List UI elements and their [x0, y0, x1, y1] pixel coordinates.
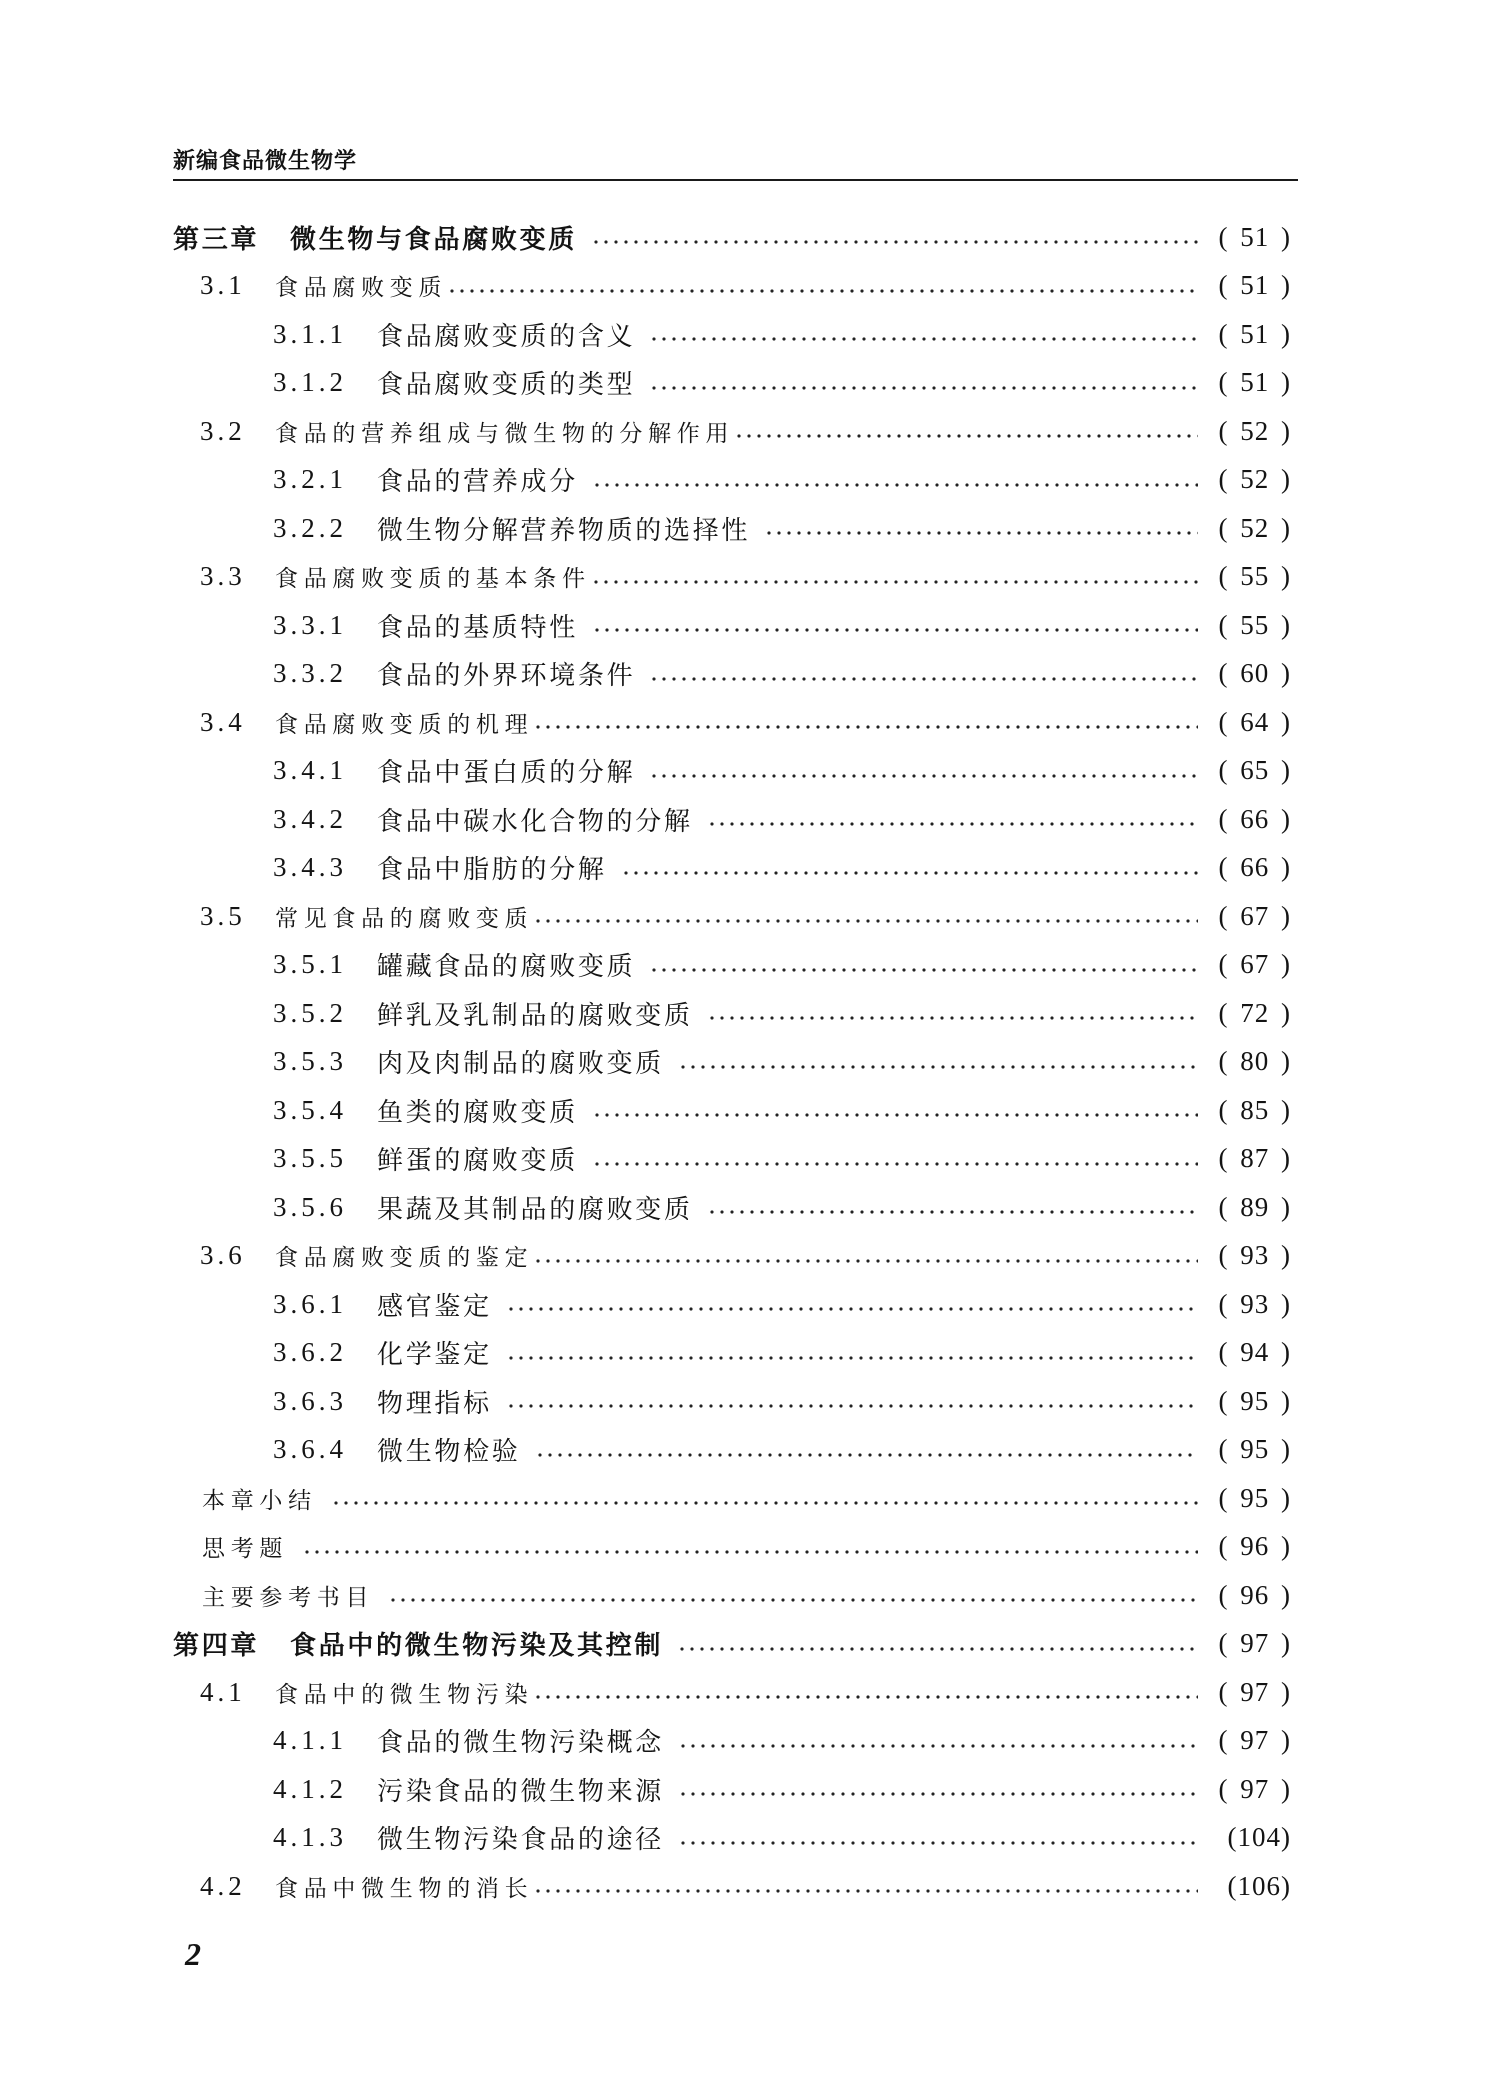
- entry-number: 3.5.5: [273, 1143, 347, 1174]
- entry-page-ref: ( 95 ): [1218, 1434, 1291, 1465]
- entry-page-ref: ( 52 ): [1218, 415, 1291, 446]
- entry-title: 食品腐败变质的类型: [377, 370, 636, 401]
- entry-title: 食品中微生物的消长: [275, 1875, 534, 1902]
- dot-leader: [678, 1814, 1198, 1863]
- entry-number: 3.5.6: [273, 1191, 347, 1222]
- toc-subsection-entry: [173, 941, 1291, 990]
- entry-page-ref: ( 72 ): [1218, 997, 1291, 1028]
- entry-title: 本章小结: [202, 1487, 317, 1514]
- entry-page-ref: ( 97 ): [1218, 1676, 1291, 1707]
- entry-page-ref: ( 55 ): [1218, 561, 1291, 592]
- entry-number: 3.3.1: [273, 609, 347, 640]
- dot-leader: [388, 1571, 1198, 1620]
- dot-leader: [331, 1474, 1198, 1523]
- dot-leader: [506, 1377, 1198, 1426]
- entry-title: 果蔬及其制品的腐败变质: [377, 1194, 693, 1225]
- dot-leader: [649, 650, 1198, 699]
- dot-leader: [592, 1086, 1198, 1135]
- entry-title: 食品中的微生物污染: [275, 1681, 534, 1708]
- entry-number: 3.4.3: [273, 852, 347, 883]
- dot-leader: [535, 1426, 1198, 1475]
- entry-number: 3.5.3: [273, 1046, 347, 1077]
- toc-subsection-entry: [173, 1280, 1291, 1329]
- entry-page-ref: ( 66 ): [1218, 852, 1291, 883]
- entry-number: 3.4: [200, 706, 246, 737]
- entry-number: 3.6.3: [273, 1385, 347, 1416]
- entry-page-ref: ( 97 ): [1218, 1773, 1291, 1804]
- entry-page-ref: ( 95 ): [1218, 1482, 1291, 1513]
- entry-title: 罐藏食品的腐败变质: [377, 952, 636, 983]
- entry-number: 3.1.1: [273, 318, 347, 349]
- dot-leader: [678, 1717, 1198, 1766]
- entry-page-ref: (106): [1227, 1870, 1291, 1901]
- entry-page-ref: ( 64 ): [1218, 706, 1291, 737]
- dot-leader: [677, 1620, 1198, 1669]
- dot-leader: [707, 1183, 1198, 1232]
- entry-title: 常见食品的腐败变质: [275, 905, 534, 932]
- entry-page-ref: ( 93 ): [1218, 1240, 1291, 1271]
- dot-leader: [764, 504, 1198, 553]
- entry-number: 3.1.2: [273, 367, 347, 398]
- toc-section-entry: [173, 698, 1291, 747]
- entry-number: 3.3.2: [273, 658, 347, 689]
- toc-back-matter-entry: [173, 1523, 1291, 1572]
- toc-subsection-entry: [173, 1183, 1291, 1232]
- toc-chapter-entry: [173, 213, 1291, 262]
- entry-page-ref: ( 94 ): [1218, 1337, 1291, 1368]
- entry-title: 鲜乳及乳制品的腐败变质: [377, 1000, 693, 1031]
- dot-leader: [678, 1765, 1198, 1814]
- entry-title: 微生物检验: [377, 1437, 521, 1468]
- entry-title: 物理指标: [377, 1388, 492, 1419]
- dot-leader: [592, 456, 1198, 505]
- toc-section-entry: [173, 1862, 1291, 1911]
- toc-subsection-entry: [173, 504, 1291, 553]
- dot-leader: [592, 601, 1198, 650]
- toc-subsection-entry: [173, 1329, 1291, 1378]
- dot-leader: [533, 1668, 1198, 1717]
- dot-leader: [533, 1862, 1198, 1911]
- entry-number: 3.5.2: [273, 997, 347, 1028]
- entry-page-ref: ( 96 ): [1218, 1579, 1291, 1610]
- entry-page-ref: ( 85 ): [1218, 1094, 1291, 1125]
- entry-title: 思考题: [202, 1536, 289, 1563]
- toc-section-entry: [173, 1232, 1291, 1281]
- entry-title: 食品中的微生物污染及其控制: [290, 1631, 664, 1662]
- entry-title: 食品的营养成分: [377, 467, 578, 498]
- entry-title: 污染食品的微生物来源: [377, 1776, 665, 1807]
- entry-number: 3.6.1: [273, 1288, 347, 1319]
- toc-subsection-entry: [173, 989, 1291, 1038]
- dot-leader: [302, 1523, 1198, 1572]
- entry-title: 微生物污染食品的途径: [377, 1825, 665, 1856]
- entry-title: 感官鉴定: [377, 1291, 492, 1322]
- entry-title: 化学鉴定: [377, 1340, 492, 1371]
- entry-page-ref: ( 87 ): [1218, 1143, 1291, 1174]
- entry-number: 4.1: [200, 1676, 246, 1707]
- entry-number: 4.1.1: [273, 1725, 347, 1756]
- entry-number: 3.6.4: [273, 1434, 347, 1465]
- toc-subsection-entry: [173, 1038, 1291, 1087]
- entry-page-ref: ( 93 ): [1218, 1288, 1291, 1319]
- entry-title: 食品中脂肪的分解: [377, 855, 607, 886]
- dot-leader: [649, 941, 1198, 990]
- entry-page-ref: ( 51 ): [1218, 270, 1291, 301]
- entry-number: 4.1.2: [273, 1773, 347, 1804]
- entry-title: 食品的外界环境条件: [377, 661, 636, 692]
- entry-title: 食品的营养组成与微生物的分解作用: [275, 420, 735, 447]
- entry-page-ref: ( 66 ): [1218, 803, 1291, 834]
- entry-page-ref: (104): [1227, 1822, 1291, 1853]
- toc-subsection-entry: [173, 601, 1291, 650]
- toc-subsection-entry: [173, 795, 1291, 844]
- page-number: 2: [185, 1936, 201, 1972]
- entry-title: 微生物分解营养物质的选择性: [377, 515, 751, 546]
- dot-leader: [621, 844, 1198, 893]
- entry-page-ref: ( 80 ): [1218, 1046, 1291, 1077]
- entry-number: 3.5: [200, 900, 246, 931]
- entry-number: 4.1.3: [273, 1822, 347, 1853]
- entry-title: 食品腐败变质的机理: [275, 711, 534, 738]
- entry-number: 3.2.1: [273, 464, 347, 495]
- entry-title: 鱼类的腐败变质: [377, 1097, 578, 1128]
- dot-leader: [533, 698, 1198, 747]
- entry-page-ref: ( 65 ): [1218, 755, 1291, 786]
- entry-number: 3.2.2: [273, 512, 347, 543]
- entry-page-ref: ( 95 ): [1218, 1385, 1291, 1416]
- toc-subsection-entry: [173, 747, 1291, 796]
- toc-back-matter-entry: [173, 1571, 1291, 1620]
- entry-title: 肉及肉制品的腐败变质: [377, 1049, 665, 1080]
- dot-leader: [707, 989, 1198, 1038]
- entry-title: 食品腐败变质的基本条件: [275, 566, 591, 593]
- entry-title: 主要参考书目: [202, 1584, 375, 1611]
- entry-page-ref: ( 67 ): [1218, 949, 1291, 980]
- dot-leader: [533, 1232, 1198, 1281]
- entry-title: 微生物与食品腐败变质: [290, 224, 578, 255]
- toc-subsection-entry: [173, 844, 1291, 893]
- toc-subsection-entry: [173, 310, 1291, 359]
- header-rule: [173, 179, 1298, 181]
- toc-section-entry: [173, 1668, 1291, 1717]
- entry-page-ref: ( 89 ): [1218, 1191, 1291, 1222]
- running-head-title: 新编食品微生物学: [173, 149, 358, 174]
- dot-leader: [591, 553, 1198, 602]
- entry-page-ref: ( 60 ): [1218, 658, 1291, 689]
- toc-section-entry: [173, 892, 1291, 941]
- entry-page-ref: ( 52 ): [1218, 512, 1291, 543]
- toc-section-entry: [173, 262, 1291, 311]
- entry-title: 食品腐败变质的鉴定: [275, 1245, 534, 1272]
- entry-title: 食品中蛋白质的分解: [377, 758, 636, 789]
- toc-section-entry: [173, 407, 1291, 456]
- toc-subsection-entry: [173, 650, 1291, 699]
- entry-page-ref: ( 51 ): [1218, 367, 1291, 398]
- entry-number: 第三章: [173, 224, 260, 255]
- toc-section-entry: [173, 553, 1291, 602]
- entry-number: 3.6: [200, 1240, 246, 1271]
- toc-subsection-entry: [173, 1135, 1291, 1184]
- entry-page-ref: ( 67 ): [1218, 900, 1291, 931]
- entry-title: 食品腐败变质的含义: [377, 321, 636, 352]
- toc-subsection-entry: [173, 1377, 1291, 1426]
- toc-subsection-entry: [173, 1814, 1291, 1863]
- toc-subsection-entry: [173, 359, 1291, 408]
- entry-title: 鲜蛋的腐败变质: [377, 1146, 578, 1177]
- dot-leader: [734, 407, 1198, 456]
- dot-leader: [649, 310, 1198, 359]
- entry-page-ref: ( 96 ): [1218, 1531, 1291, 1562]
- entry-page-ref: ( 51 ): [1218, 221, 1291, 252]
- entry-number: 4.2: [200, 1870, 246, 1901]
- toc-subsection-entry: [173, 1717, 1291, 1766]
- entry-number: 3.3: [200, 561, 246, 592]
- entry-number: 3.5.1: [273, 949, 347, 980]
- dot-leader: [533, 892, 1198, 941]
- toc-chapter-entry: [173, 1620, 1291, 1669]
- toc-subsection-entry: [173, 1086, 1291, 1135]
- dot-leader: [506, 1280, 1198, 1329]
- entry-number: 3.1: [200, 270, 246, 301]
- entry-page-ref: ( 97 ): [1218, 1725, 1291, 1756]
- entry-title: 食品的基质特性: [377, 612, 578, 643]
- dot-leader: [447, 262, 1198, 311]
- dot-leader: [649, 359, 1198, 408]
- dot-leader: [591, 213, 1198, 262]
- table-of-contents: [173, 213, 1291, 1911]
- entry-page-ref: ( 51 ): [1218, 318, 1291, 349]
- entry-page-ref: ( 97 ): [1218, 1628, 1291, 1659]
- entry-title: 食品中碳水化合物的分解: [377, 806, 693, 837]
- toc-subsection-entry: [173, 1765, 1291, 1814]
- entry-number: 第四章: [173, 1631, 260, 1662]
- entry-number: 3.2: [200, 415, 246, 446]
- toc-subsection-entry: [173, 456, 1291, 505]
- entry-number: 3.6.2: [273, 1337, 347, 1368]
- entry-number: 3.5.4: [273, 1094, 347, 1125]
- entry-title: 食品的微生物污染概念: [377, 1728, 665, 1759]
- dot-leader: [678, 1038, 1198, 1087]
- toc-subsection-entry: [173, 1426, 1291, 1475]
- dot-leader: [506, 1329, 1198, 1378]
- toc-back-matter-entry: [173, 1474, 1291, 1523]
- entry-page-ref: ( 52 ): [1218, 464, 1291, 495]
- entry-title: 食品腐败变质: [275, 275, 448, 302]
- dot-leader: [707, 795, 1198, 844]
- entry-number: 3.4.1: [273, 755, 347, 786]
- dot-leader: [649, 747, 1198, 796]
- dot-leader: [592, 1135, 1198, 1184]
- entry-number: 3.4.2: [273, 803, 347, 834]
- entry-page-ref: ( 55 ): [1218, 609, 1291, 640]
